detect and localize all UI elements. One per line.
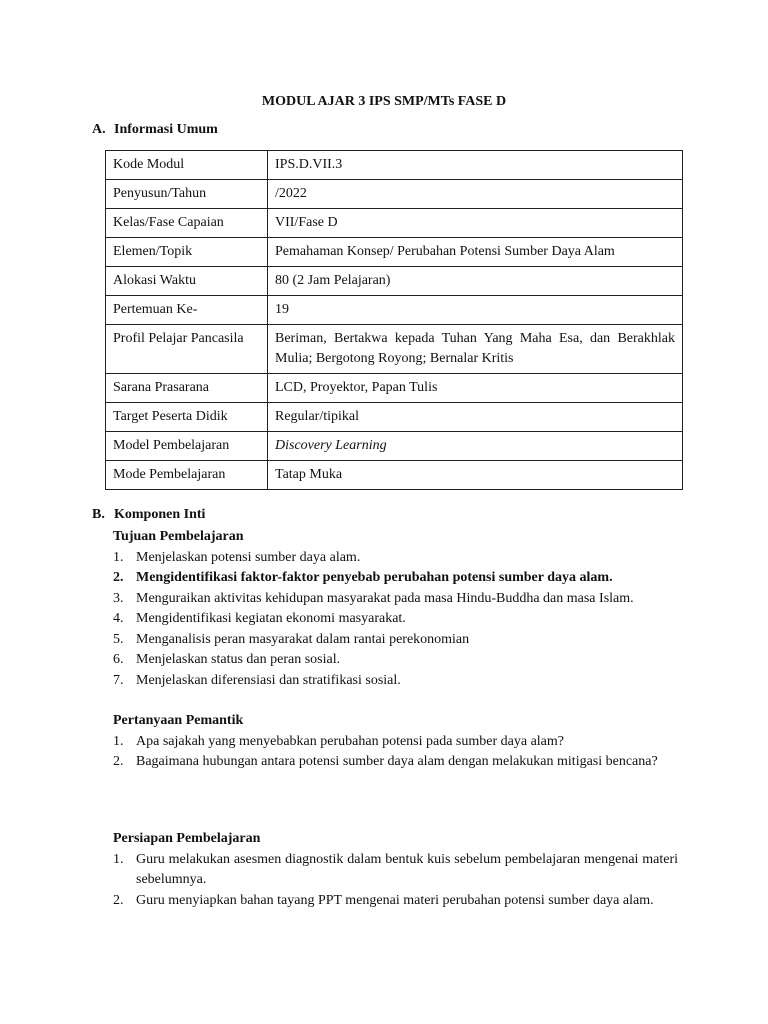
- list-item: [113, 891, 678, 912]
- list-text: Apa sajakah yang menyebabkan perubahan potensi pada sumber daya alam?: [136, 733, 564, 749]
- table-value: Discovery Learning: [268, 432, 683, 461]
- table-row: [106, 461, 683, 490]
- table-row: [106, 325, 683, 374]
- table-label: Mode Pembelajaran: [106, 461, 268, 490]
- table-label: Kode Modul: [106, 151, 268, 180]
- table-value: Pemahaman Konsep/ Perubahan Potensi Sumber Daya Alam: [268, 238, 683, 267]
- list-number: 6.: [113, 652, 124, 667]
- table-value: Regular/tipikal: [268, 403, 683, 432]
- table-value: 19: [268, 296, 683, 325]
- table-row: [106, 296, 683, 325]
- table-value: /2022: [268, 180, 683, 209]
- pemantik-list: [113, 732, 678, 773]
- table-value: Tatap Muka: [268, 461, 683, 490]
- tujuan-section: [113, 527, 678, 691]
- table-label: Model Pembelajaran: [106, 432, 268, 461]
- list-item: [113, 752, 678, 773]
- list-item: [113, 589, 678, 610]
- list-text: Mengidentifikasi kegiatan ekonomi masyarakat.: [136, 611, 406, 626]
- list-number: 1.: [113, 549, 124, 565]
- list-item: [113, 609, 678, 630]
- table-row: [106, 151, 683, 180]
- list-item: [113, 850, 678, 891]
- table-value: 80 (2 Jam Pelajaran): [268, 267, 683, 296]
- section-b-letter: B.: [92, 507, 105, 522]
- tujuan-list: [113, 548, 678, 692]
- section-a-letter: A.: [92, 122, 106, 137]
- list-number: 2.: [113, 570, 124, 585]
- list-text: Menjelaskan status dan peran sosial.: [136, 652, 341, 667]
- list-number: 3.: [113, 590, 124, 606]
- section-a-title: Informasi Umum: [114, 122, 218, 137]
- persiapan-section: [113, 829, 678, 911]
- table-value: LCD, Proyektor, Papan Tulis: [268, 374, 683, 403]
- table-label: Penyusun/Tahun: [106, 180, 268, 209]
- table-row: [106, 209, 683, 238]
- table-label: Elemen/Topik: [106, 238, 268, 267]
- table-label: Sarana Prasarana: [106, 374, 268, 403]
- table-row: [106, 432, 683, 461]
- list-text: Guru melakukan asesmen diagnostik dalam bentuk kuis sebelum pembelajaran mengenai materi sebelumnya.: [136, 851, 678, 887]
- table-label: Kelas/Fase Capaian: [106, 209, 268, 238]
- list-number: 2.: [113, 892, 124, 908]
- document-title: MODUL AJAR 3 IPS SMP/MTs FASE D: [261, 94, 507, 109]
- section-b-title: Komponen Inti: [114, 507, 206, 522]
- list-text: Bagaimana hubungan antara potensi sumber daya alam dengan melakukan mitigasi bencana?: [136, 754, 658, 769]
- list-number: 5.: [113, 631, 124, 647]
- table-row: [106, 267, 683, 296]
- table-row: [106, 403, 683, 432]
- table-label: Profil Pelajar Pancasila: [106, 325, 268, 374]
- persiapan-list: [113, 850, 678, 912]
- section-b-heading: [92, 507, 205, 523]
- list-text: Guru menyiapkan bahan tayang PPT mengenai materi perubahan potensi sumber daya alam.: [136, 892, 654, 908]
- persiapan-heading: Persiapan Pembelajaran: [113, 831, 261, 846]
- list-number: 1.: [113, 733, 124, 749]
- table-label: Alokasi Waktu: [106, 267, 268, 296]
- list-text: Mengidentifikasi faktor-faktor penyebab perubahan potensi sumber daya alam.: [136, 570, 613, 585]
- list-item: [113, 548, 678, 569]
- list-number: 2.: [113, 754, 124, 769]
- list-number: 1.: [113, 851, 124, 867]
- info-table: [105, 150, 683, 490]
- table-row: [106, 238, 683, 267]
- pemantik-heading: Pertanyaan Pemantik: [113, 713, 244, 728]
- table-row: [106, 374, 683, 403]
- table-label: Pertemuan Ke-: [106, 296, 268, 325]
- table-value: VII/Fase D: [268, 209, 683, 238]
- table-value: Beriman, Bertakwa kepada Tuhan Yang Maha Esa, dan Berakhlak Mulia; Bergotong Royong; Bernalar Kritis: [268, 325, 683, 374]
- list-item: [113, 568, 678, 589]
- list-number: 7.: [113, 672, 124, 688]
- tujuan-heading: Tujuan Pembelajaran: [113, 529, 244, 544]
- list-item: [113, 732, 678, 753]
- table-value: IPS.D.VII.3: [268, 151, 683, 180]
- list-item: [113, 650, 678, 671]
- list-text: Menjelaskan diferensiasi dan stratifikasi sosial.: [136, 672, 401, 688]
- table-label: Target Peserta Didik: [106, 403, 268, 432]
- list-text: Menganalisis peran masyarakat dalam rantai perekonomian: [136, 631, 470, 647]
- pemantik-section: [113, 711, 678, 773]
- section-a-heading: [92, 122, 218, 138]
- list-number: 4.: [113, 611, 124, 626]
- list-item: [113, 671, 678, 692]
- list-item: [113, 630, 678, 651]
- table-row: [106, 180, 683, 209]
- list-text: Menjelaskan potensi sumber daya alam.: [136, 549, 361, 565]
- list-text: Menguraikan aktivitas kehidupan masyarakat pada masa Hindu-Buddha dan masa Islam.: [136, 590, 634, 606]
